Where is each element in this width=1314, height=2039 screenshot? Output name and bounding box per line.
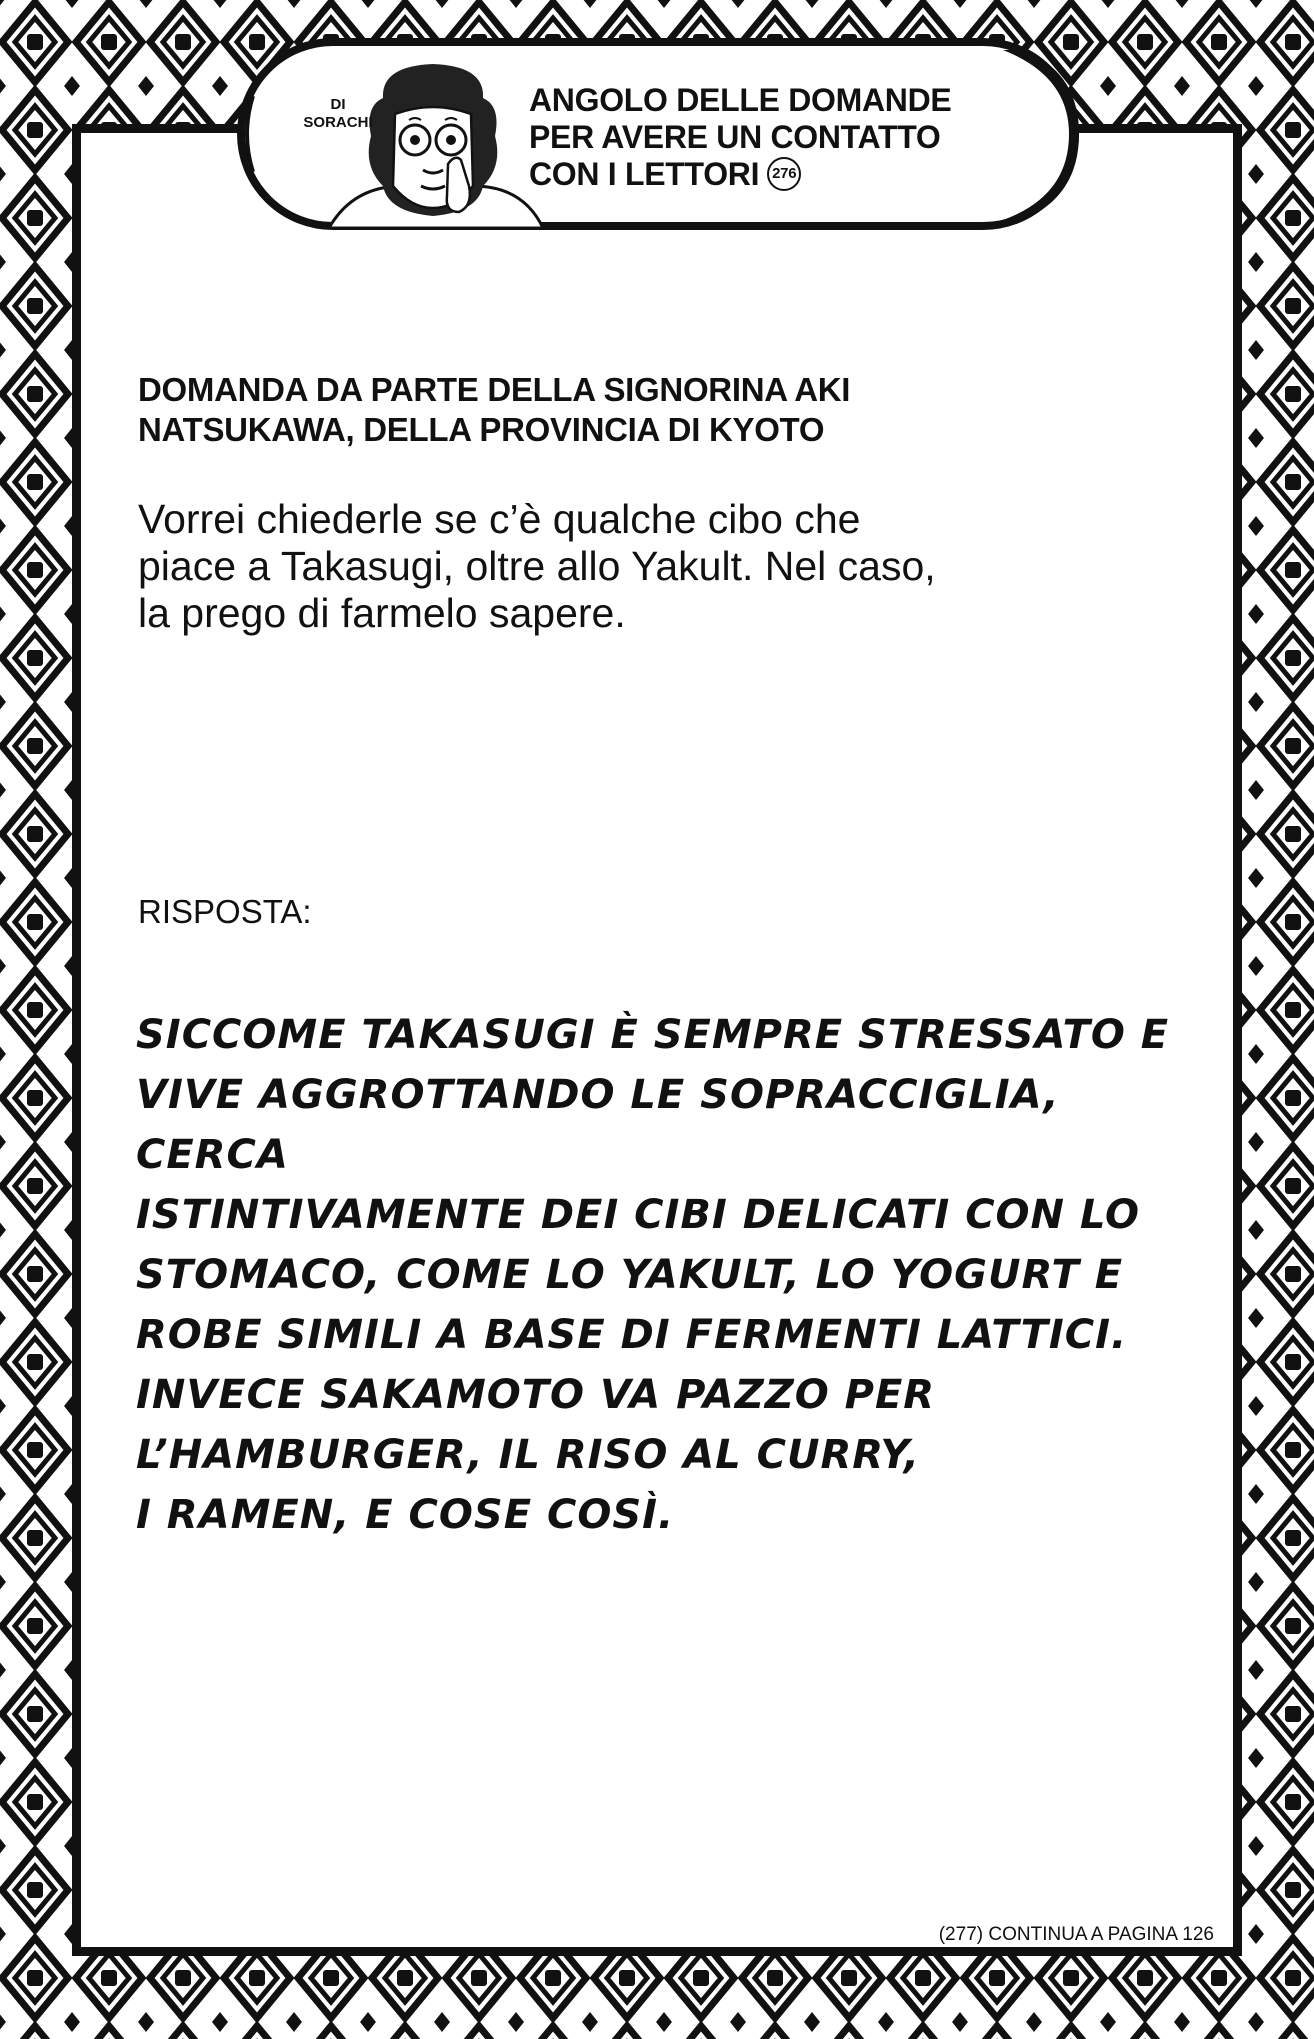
body-line: piace a Takasugi, oltre allo Yakult. Nel caso, (138, 543, 936, 589)
answer-label: RISPOSTA: (138, 893, 312, 930)
author-prefix: DI (330, 96, 346, 113)
answer-line: ISTINTIVAMENTE DEI CIBI DELICATI CON LO (136, 1192, 1141, 1238)
author-name: SORACHI (303, 114, 373, 131)
issue-number-badge: 276 (767, 157, 801, 191)
answer-line: SICCOME TAKASUGI È SEMPRE STRESSATO E (136, 1012, 1170, 1058)
answer-body (136, 1005, 1216, 1545)
title-line (529, 156, 951, 194)
answer-line: ROBE SIMILI A BASE DI FERMENTI LATTICI. (136, 1312, 1128, 1358)
body-line: Vorrei chiederle se c’è qualche cibo che (138, 496, 861, 542)
body-line: la prego di farmelo sapere. (138, 590, 626, 636)
question-body (138, 496, 1198, 637)
answer-line: I RAMEN, E COSE COSÌ. (136, 1492, 675, 1538)
answer-line: INVECE SAKAMOTO VA PAZZO PER (136, 1372, 936, 1418)
heading-line: NATSUKAWA, DELLA PROVINCIA DI KYOTO (138, 411, 825, 448)
answer-line: L’HAMBURGER, IL RISO AL CURRY, (136, 1432, 920, 1478)
page-title (529, 82, 951, 194)
heading-line: DOMANDA DA PARTE DELLA SIGNORINA AKI (138, 371, 851, 408)
title-line: PER AVERE UN CONTATTO (529, 119, 941, 155)
question-heading (138, 370, 1118, 450)
answer-line: VIVE AGGROTTANDO LE SOPRACCIGLIA, CERCA (136, 1072, 1060, 1178)
author-credit (303, 96, 373, 132)
title-line: ANGOLO DELLE DOMANDE (529, 82, 952, 118)
answer-line: STOMACO, COME LO YAKULT, LO YOGURT E (136, 1252, 1124, 1298)
title-line-text: CON I LETTORI (529, 156, 760, 192)
header-banner (233, 36, 1083, 230)
continuation-note: (277) CONTINUA A PAGINA 126 (938, 1924, 1214, 1945)
